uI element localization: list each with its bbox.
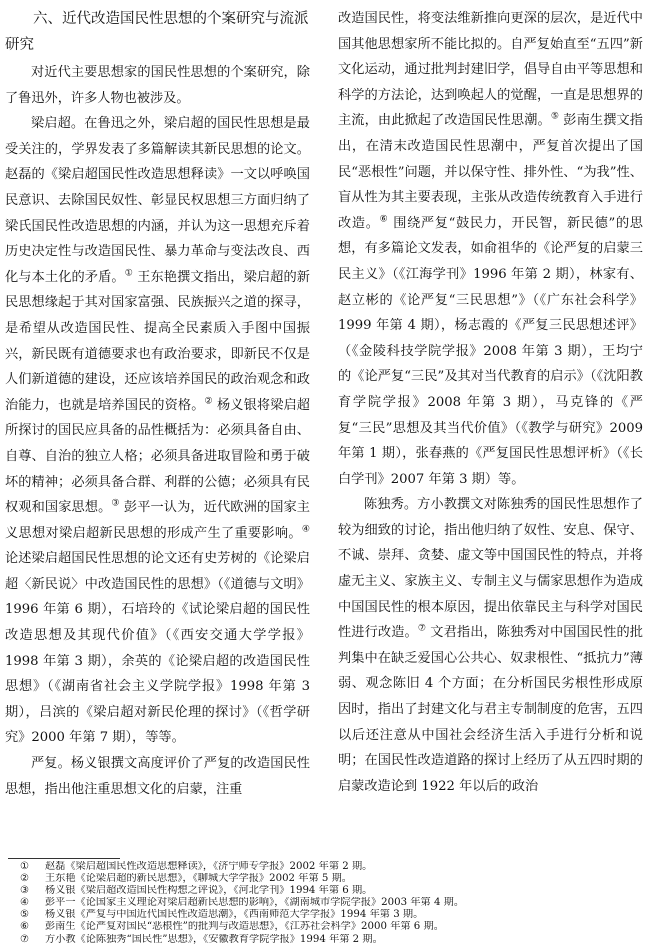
footnote-number: ① <box>20 861 30 872</box>
footnote-item <box>20 921 640 933</box>
footnote-item <box>20 909 640 921</box>
footnote-text: 方小教《论陈独秀“国民性”思想》，《安徽教育学院学报》1994 年第 2 期。 <box>45 933 383 945</box>
paragraph-chen-duxiu <box>338 492 643 799</box>
footnote-ref[interactable]: ⑤ <box>550 111 559 122</box>
text-run: 杨义银将梁启超所探讨的国民应具备的品性概括为：必须具备自由、自尊、自治的独立人格；必须具备进取冒险和勇于破坏的精神；必须具备合群、利群的公德；必须具有民权观和国家思想。 <box>5 397 310 516</box>
footnote-ref[interactable]: ④ <box>301 524 310 535</box>
footnote-number: ⑤ <box>20 909 30 921</box>
paragraph-intro: 对近代主要思想家的国民性思想的个案研究，除了鲁迅外，许多人物也被涉及。 <box>5 65 310 106</box>
footnote-text: 杨义银《严复与中国近代国民性改造思潮》，《西南师范大学学报》1994 年第 3 期。 <box>45 909 424 921</box>
footnote-text: 彭南生《论严复对国民“恶根性”的批判与改造思想》，《江苏社会科学》2000 年第 6 期。 <box>45 921 444 933</box>
footnote-ref[interactable]: ⑦ <box>417 623 426 634</box>
paragraph-yan-fu: 严复。杨义银撰文高度评价了严复的改造国民性思想，指出他注重思想文化的启蒙，注重 <box>5 756 310 797</box>
text-run: 论述梁启超国民性思想的论文还有史芳树的《论梁启超〈新民说〉中改造国民性的思想》（《道德与文明》1996 年第 6 期），石培玲的《试论梁启超的国民性改造思想及其现代价值》（《西安交通大学学报》1998 年第 3 期），余英的《论梁启超的改造国民性思想》（《湖南省社会主义学院学报》1998 年第 3 期），吕滨的《梁启超对新民伦理的探讨》（《哲学研究》2000 年第 7 期），等等。 <box>5 551 310 746</box>
footnote-ref[interactable]: ③ <box>111 498 120 509</box>
text-run: 彭南生撰文指出，在清末改造国民性思潮中，严复首次提出了国民“恶根性”问题，并以保守性、排外性、“为我”性、盲从性为其主要表现，主张从改造传统教育入手进行改造。 <box>338 113 643 231</box>
footnote-text: 杨义银《梁启超改造国民性构想之评说》，《河北学刊》1994 年第 6 期。 <box>45 885 373 897</box>
text-run: 围绕严复“鼓民力，开民智，新民德”的思想，有多篇论文发表，如俞祖华的《论严复的启蒙三民主义》（《江海学刊》1996 年第 2 期），林家有、赵立彬的《论严复“三民思想”》（《广东社会科学》1999 年第 4 期），杨志霞的《严复三民思想述评》（《金陵科技学院学报》2008 年第 3 期），王均宁的《论严复“三民”及其对当代教育的启示》（《沈阳教育学院学报》2008 年第 3 期），马克锋的《严复“三民”思想及其当代价值》（《教学与研究》2009 年第 1 期），张春燕的《严复国民性思想评析》（《长白学刊》2007 年第 3 期）等。 <box>338 215 643 487</box>
footnote-ref[interactable]: ② <box>204 396 213 407</box>
footnotes <box>20 861 640 946</box>
footnote-divider <box>8 858 120 859</box>
footnote-ref[interactable]: ① <box>124 268 133 279</box>
footnote-number: ② <box>20 873 30 885</box>
footnote-item <box>20 934 640 946</box>
footnote-item <box>20 861 640 873</box>
paragraph-yan-fu-continued <box>338 6 643 492</box>
left-column <box>5 6 310 802</box>
footnote-number: ③ <box>20 885 30 897</box>
text-run: 王东艳撰文指出，梁启超的新民思想缘起于其对国家富强、民族振兴之道的探寻，是希望从改造国民性、提高全民素质入手图中国振兴，新民既有道德要求也有政治要求，即新民不仅是人们新道德的建设，还应该培养国民的政治观念和政治能力，也就是培养国民的资格。 <box>5 269 310 413</box>
footnote-text: 王东艳《论梁启超的新民思想》，《聊城大学学报》2002 年第 5 期。 <box>45 873 352 885</box>
right-column <box>338 6 643 799</box>
footnote-number: ④ <box>20 897 30 909</box>
text-run: 陈独秀。方小教撰文对陈独秀的国民性思想作了较为细致的讨论，指出他归纳了奴性、安息、保守、不诚、崇拜、贪婪、虚文等中国国民性的特点，并将虚无主义、家族主义、专制主义与儒家思想作为造成中国国民性的根本原因，提出依靠民主与科学对国民性进行改造。 <box>338 497 643 641</box>
text-run: 彭平一认为，近代欧洲的国家主义思想对梁启超新民思想的形成产生了重要影响。 <box>5 500 310 541</box>
footnote-ref[interactable]: ⑥ <box>379 214 389 225</box>
text-run: 改造国民性，将变法维新推向更深的层次，是近代中国其他思想家所不能比拟的。自严复始直至“五四”新文化运动，通过批判封建旧学，倡导自由平等思想和科学的方法论，达到唤起人的觉醒，一直是思想界的主流，由此掀起了改造国民性思潮。 <box>338 11 643 129</box>
footnote-number: ⑦ <box>20 933 30 945</box>
footnote-item <box>20 873 640 885</box>
paragraph-liang-qichao <box>5 111 310 751</box>
footnote-item <box>20 897 640 909</box>
text-run: 文君指出，陈独秀对中国国民性的批判集中在缺乏爱国心公共心、奴隶根性、“抵抗力”薄弱、观念陈旧 4 个方面；在分析国民劣根性形成原因时，指出了封建文化与君主专制制度的危害，五四以后还注意从中国社会经济生活入手进行分析和说明；在国民性改造道路的探讨上经历了从五四时期的启蒙改造论到 1922 年以后的政治 <box>338 625 643 794</box>
section-heading: 六、近代改造国民性思想的个案研究与流派研究 <box>5 11 309 53</box>
footnote-number: ⑥ <box>20 921 30 933</box>
footnote-text: 赵磊《梁启超国民性改造思想释读》，《济宁师专学报》2002 年第 2 期。 <box>45 861 373 872</box>
footnote-item <box>20 885 640 897</box>
footnote-text: 彭平一《论国家主义理论对梁启超新民思想的影响》，《湖南城市学院学报》2003 年第 4 期。 <box>45 897 465 909</box>
text-run: 梁启超。在鲁迅之外，梁启超的国民性思想是最受关注的，学界发表了多篇解读其新民思想的论文。赵磊的《梁启超国民性改造思想释读》一文以呼唤国民意识、去除国民奴性、彰显民权思想三方面归纳了梁氏国民性改造思想的内涵，并认为这一思想充斥着历史决定性与改造国民性、暴力革命与变法改良、西化与本土化的矛盾。 <box>5 116 310 285</box>
